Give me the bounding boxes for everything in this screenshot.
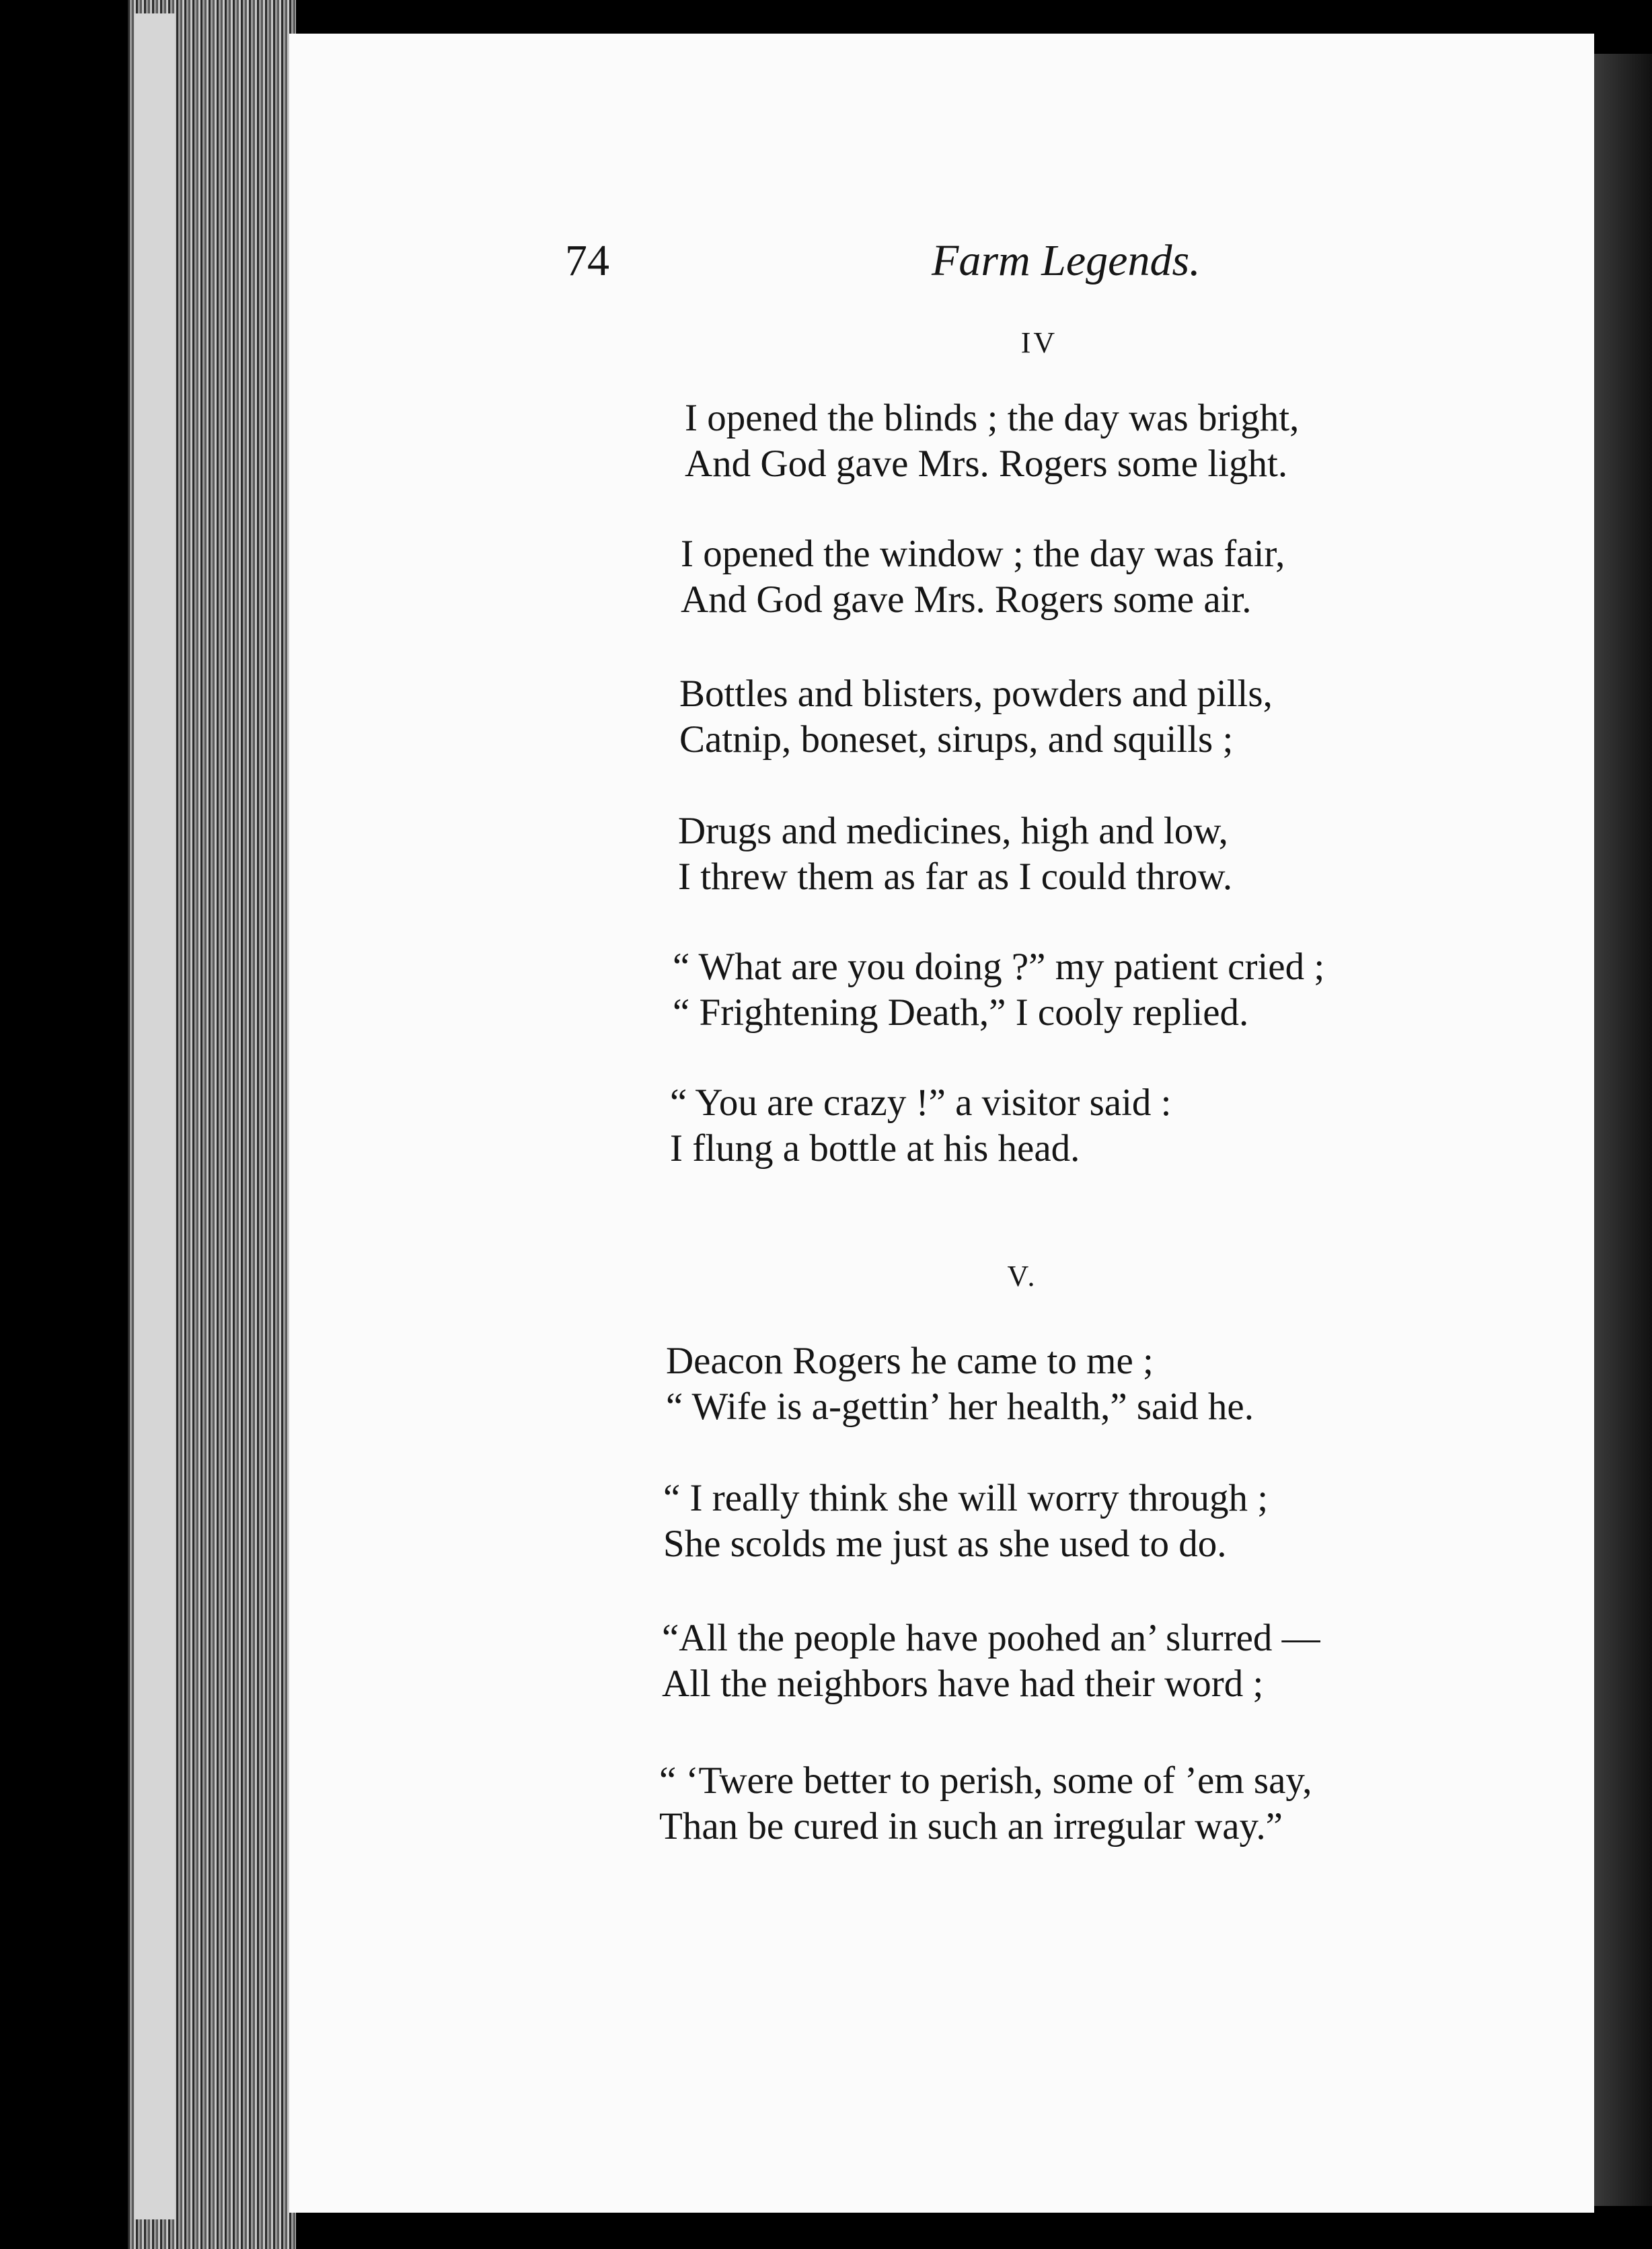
poem-line: And God gave Mrs. Rogers some air. <box>681 578 1252 621</box>
poem-line: I flung a bottle at his head. <box>670 1127 1080 1170</box>
poem-line: “ You are crazy !” a visitor said : <box>670 1081 1172 1124</box>
poem-line: “ Frightening Death,” I cooly replied. <box>673 991 1249 1034</box>
poem-line: Drugs and medicines, high and low, <box>678 810 1228 852</box>
poem-line: I opened the blinds ; the day was bright, <box>685 397 1300 439</box>
stanza <box>685 395 1299 487</box>
poem-line: “ What are you doing ?” my patient cried ; <box>673 946 1325 988</box>
stanza <box>670 1080 1172 1172</box>
stanza <box>659 1758 1312 1850</box>
page-edge-highlight <box>135 13 175 2219</box>
poem-line: Bottles and blisters, powders and pills, <box>679 673 1273 715</box>
poem-line: I threw them as far as I could throw. <box>678 855 1233 898</box>
stanza <box>666 1338 1254 1430</box>
page-number: 74 <box>565 236 609 285</box>
stanza <box>678 808 1232 900</box>
poem-line: “ Wife is a-gettin’ her health,” said he. <box>666 1385 1254 1428</box>
poem-line: Deacon Rogers he came to me ; <box>666 1340 1154 1382</box>
binding-shadow <box>1594 54 1652 2206</box>
stanza <box>673 944 1324 1036</box>
stanza <box>679 671 1273 763</box>
stanza <box>681 531 1285 623</box>
poem-line: “ ‘Twere better to perish, some of ’em say, <box>659 1759 1312 1802</box>
section-numeral: IV <box>1020 326 1058 359</box>
section-numeral: V. <box>1007 1260 1038 1293</box>
running-title: Farm Legends. <box>932 236 1201 285</box>
poem-line: And God gave Mrs. Rogers some light. <box>685 443 1288 485</box>
poem-line: All the neighbors have had their word ; <box>662 1663 1264 1705</box>
poem-line: “All the people have poohed an’ slurred — <box>662 1617 1320 1659</box>
stanza <box>663 1476 1268 1567</box>
poem-line: She scolds me just as she used to do. <box>663 1523 1227 1565</box>
poem-line: Than be cured in such an irregular way.” <box>659 1805 1283 1847</box>
poem-line: Catnip, boneset, sirups, and squills ; <box>679 718 1234 761</box>
poem-line: I opened the window ; the day was fair, <box>681 533 1285 575</box>
poem-line: “ I really think she will worry through ; <box>663 1477 1269 1519</box>
stanza <box>662 1615 1320 1707</box>
